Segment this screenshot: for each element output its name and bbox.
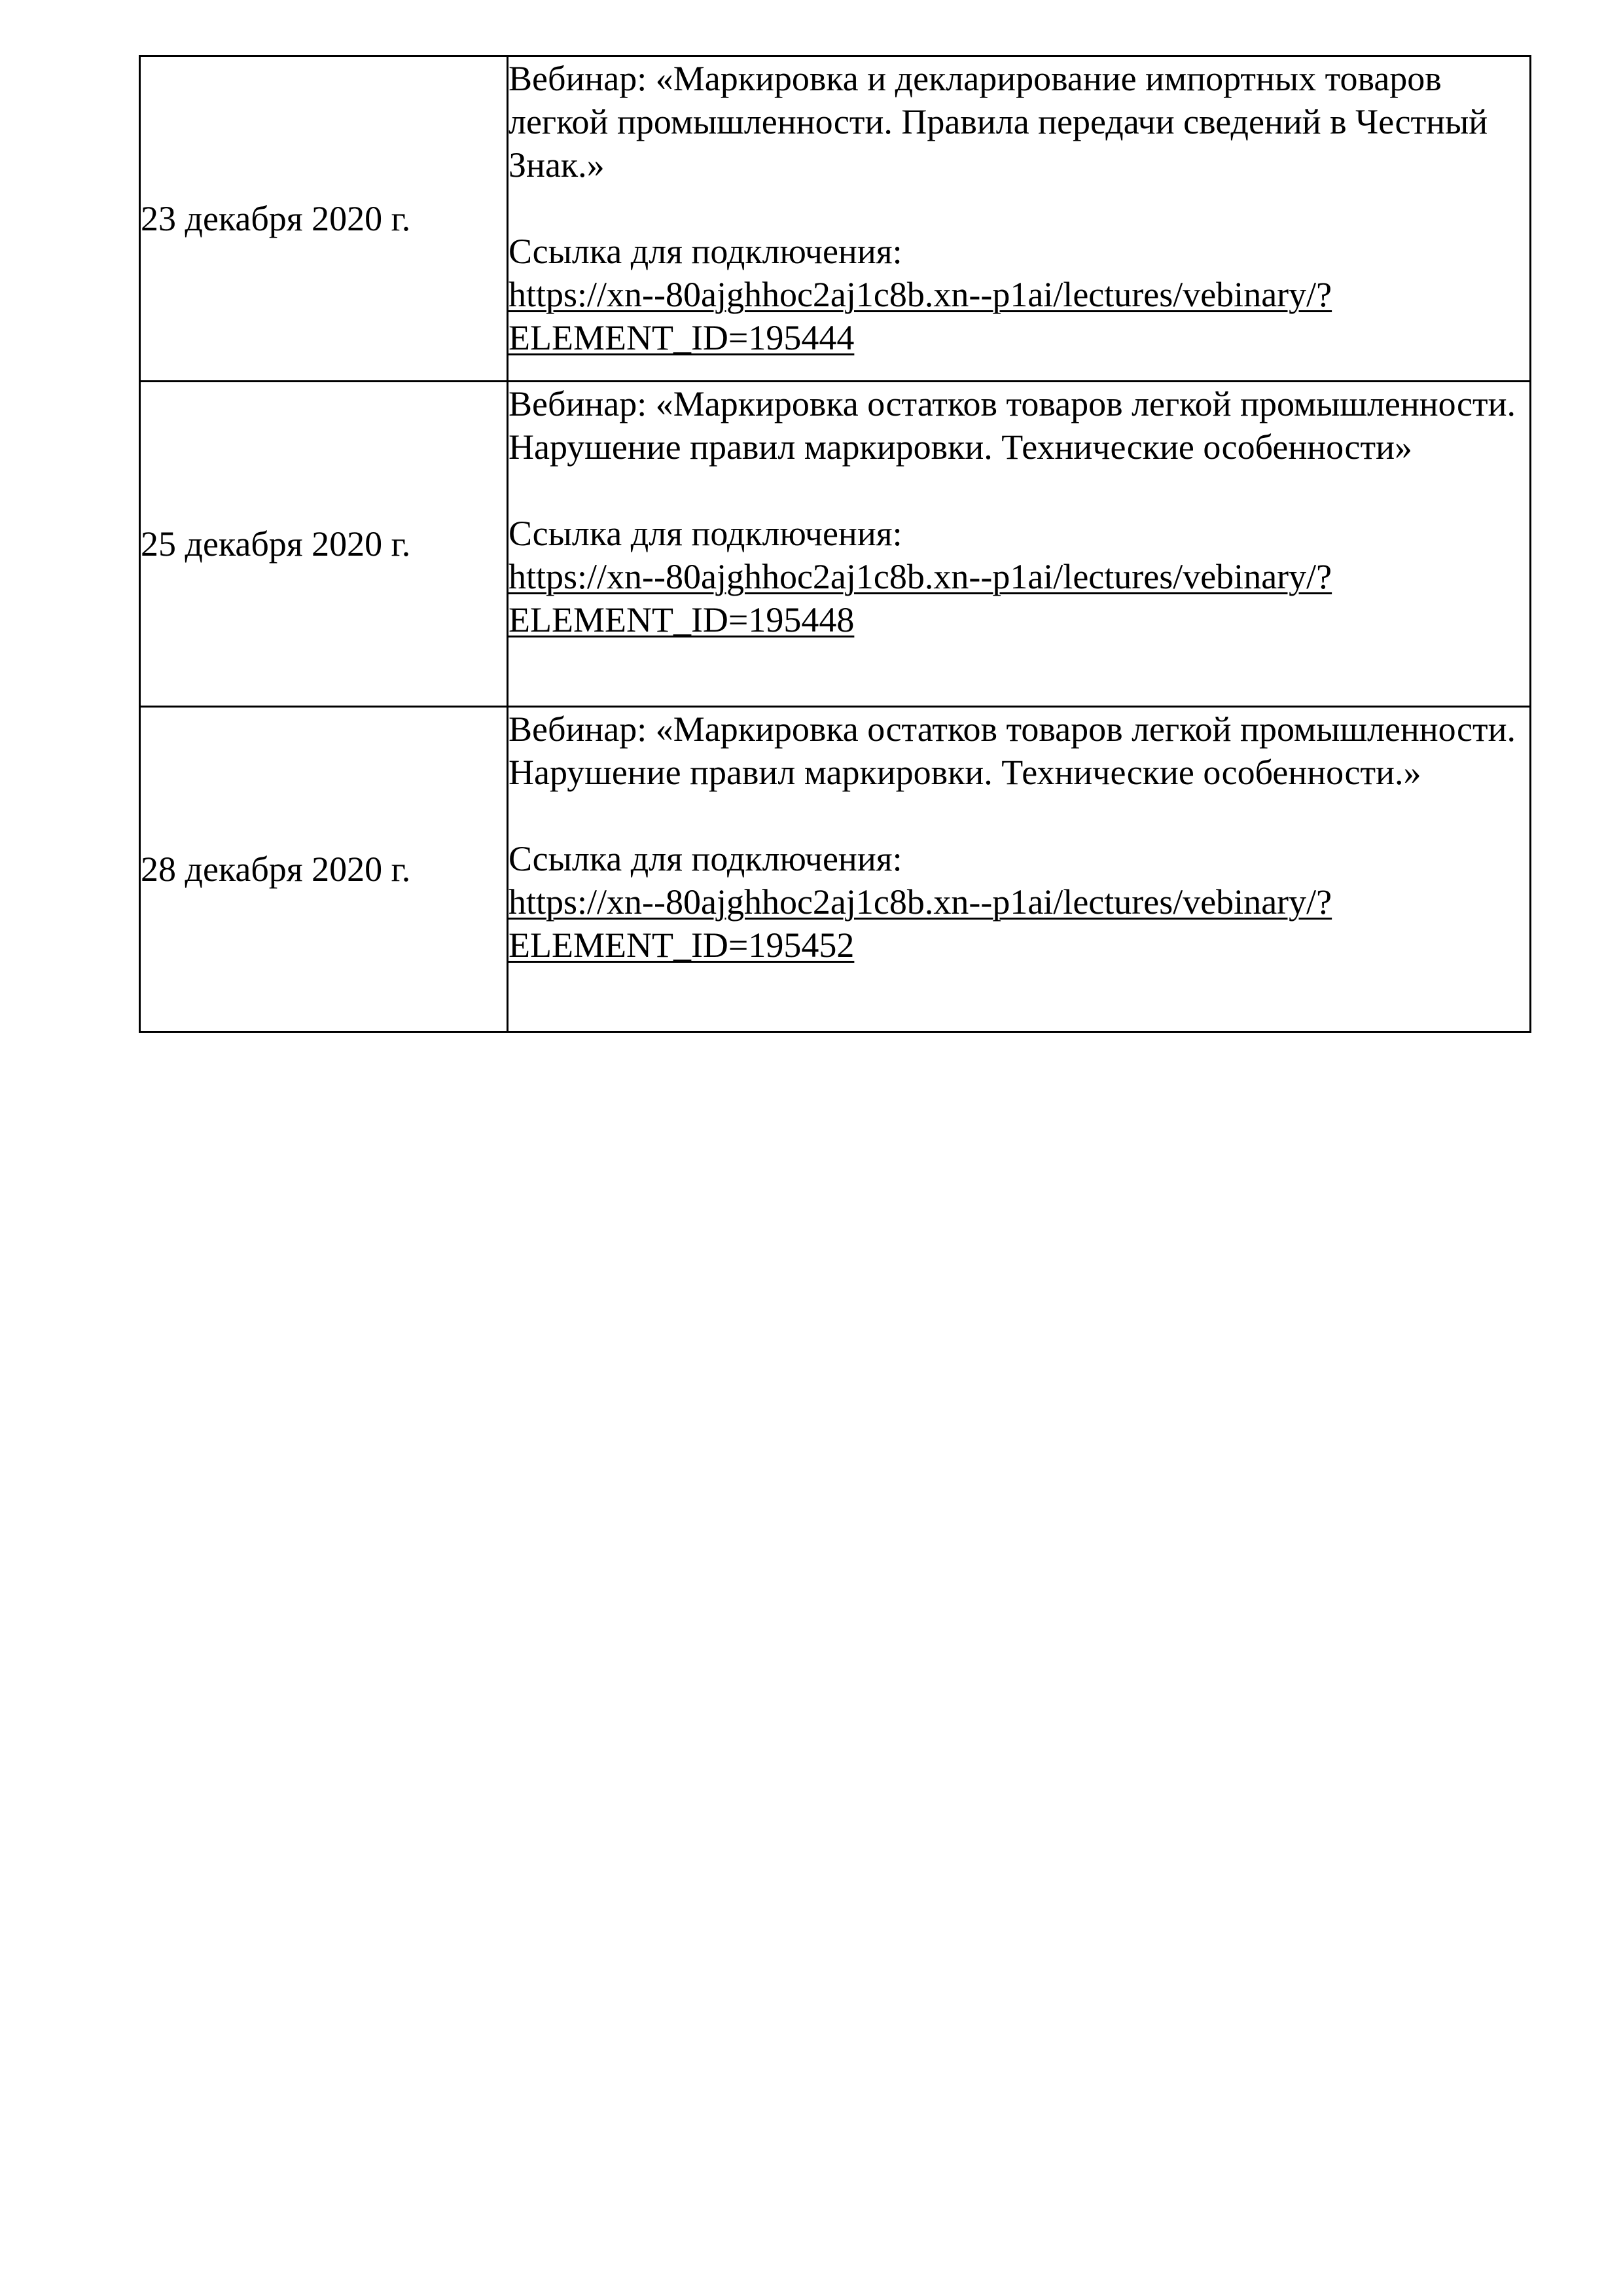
event-link[interactable] (508, 880, 1529, 967)
event-link-line: https://xn--80ajghhoc2aj1c8b.xn--p1ai/lectures/vebinary/? (508, 882, 1332, 922)
webinar-schedule-table (139, 55, 1531, 1033)
event-cell (508, 56, 1531, 382)
event-link-line: ELEMENT_ID=195452 (508, 925, 855, 965)
event-title: Вебинар: «Маркировка остатков товаров легкой промышленности. Нарушение правил маркировки. Технические особенности» (508, 384, 1516, 467)
table-row (140, 382, 1531, 707)
table-row (140, 56, 1531, 382)
event-link[interactable] (508, 273, 1529, 359)
link-label: Ссылка для подключения: (508, 514, 902, 553)
event-link[interactable] (508, 555, 1529, 641)
table-row (140, 707, 1531, 1032)
date-cell: 28 декабря 2020 г. (140, 707, 508, 1032)
date-cell: 25 декабря 2020 г. (140, 382, 508, 707)
event-link-line: ELEMENT_ID=195444 (508, 318, 855, 357)
link-label: Ссылка для подключения: (508, 839, 902, 878)
event-link-line: https://xn--80ajghhoc2aj1c8b.xn--p1ai/lectures/vebinary/? (508, 557, 1332, 596)
event-title: Вебинар: «Маркировка остатков товаров легкой промышленности. Нарушение правил маркировки. Технические особенности.» (508, 709, 1516, 792)
event-title: Вебинар: «Маркировка и декларирование импортных товаров легкой промышленности. Правила передачи сведений в Честный Знак.» (508, 59, 1488, 185)
event-cell (508, 382, 1531, 707)
event-link-line: ELEMENT_ID=195448 (508, 600, 855, 639)
event-link-line: https://xn--80ajghhoc2aj1c8b.xn--p1ai/lectures/vebinary/? (508, 275, 1332, 314)
event-cell (508, 707, 1531, 1032)
link-label: Ссылка для подключения: (508, 232, 902, 271)
date-cell: 23 декабря 2020 г. (140, 56, 508, 382)
